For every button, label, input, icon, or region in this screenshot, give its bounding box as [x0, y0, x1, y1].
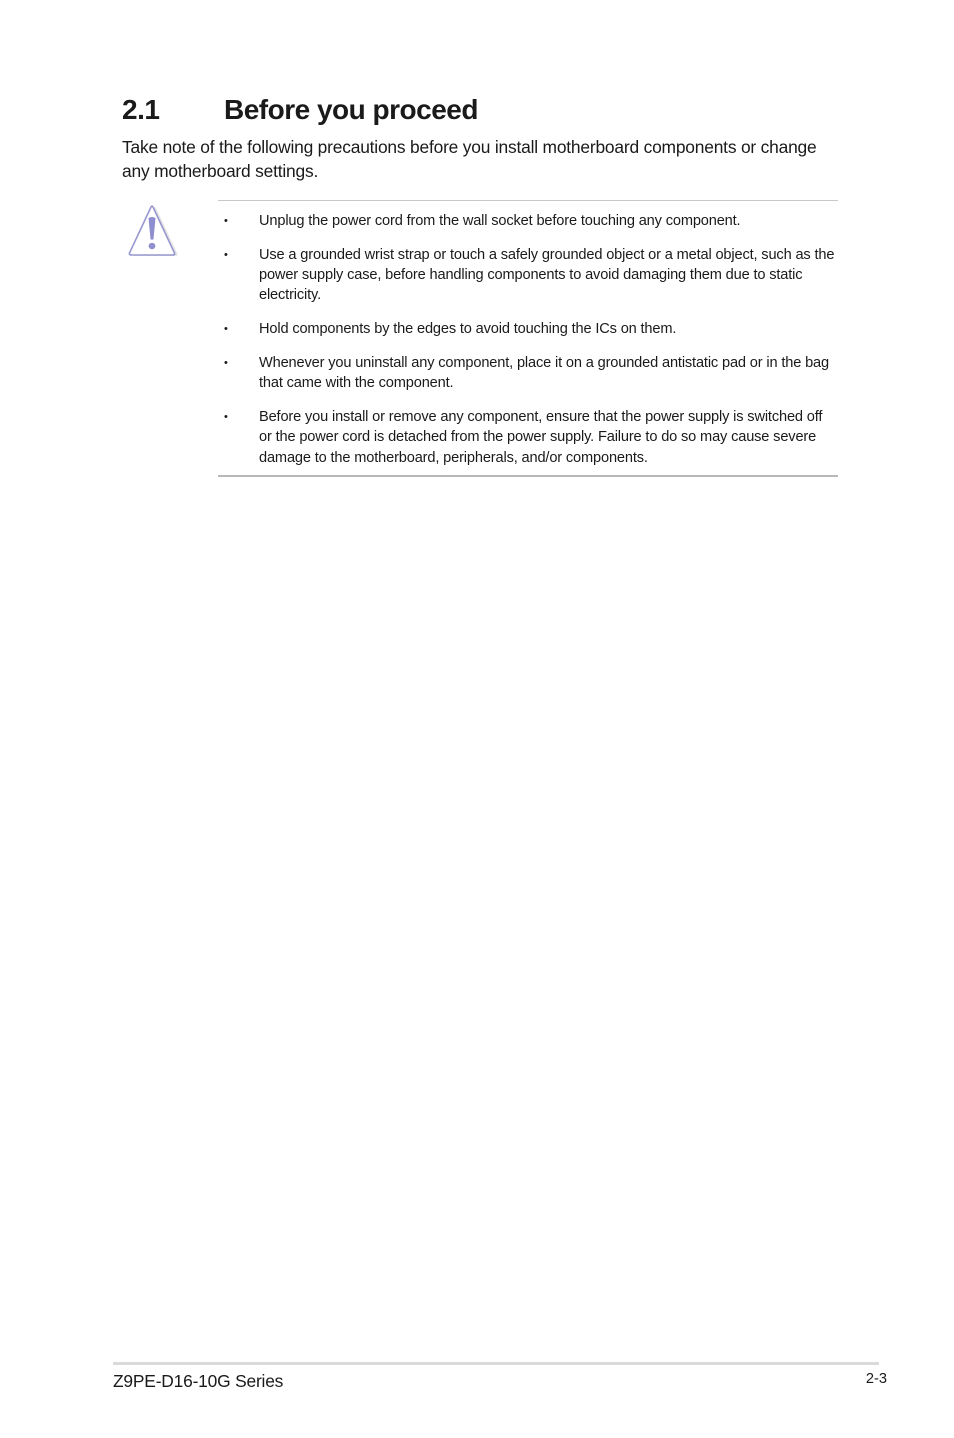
footer-page-number: 2-3: [865, 1371, 887, 1387]
caution-text: Unplug the power cord from the wall socket before touching any component.: [259, 213, 741, 229]
bullet: •: [224, 356, 228, 369]
caution-text: Before you install or remove any component, ensure that the power supply is switched off or the power cord is detached from the power supply. Failure to do so may cause severe damage to the motherboard, peripherals, and/or components.: [259, 409, 823, 466]
footer-product-name: Z9PE-D16-10G Series: [113, 1371, 284, 1391]
bullet: •: [224, 248, 228, 261]
bullet: •: [224, 215, 228, 227]
caution-item: [218, 407, 838, 468]
warning-icon: [124, 204, 180, 256]
caution-item: [218, 245, 838, 306]
section-title: Before you proceed: [224, 94, 478, 125]
caution-text: Hold components by the edges to avoid touching the ICs on them.: [259, 321, 677, 338]
caution-text: Use a grounded wrist strap or touch a safely grounded object or a metal object, such as the power supply case, before handling components to avoid damaging them due to static electricity.: [259, 246, 835, 304]
caution-text: Whenever you uninstall any component, place it on a grounded antistatic pad or in the bag that came with the component.: [259, 354, 829, 392]
footer-divider: [113, 1362, 879, 1365]
caution-item: [218, 211, 838, 231]
bullet: •: [224, 411, 228, 424]
caution-item: [218, 353, 838, 394]
caution-item: [218, 319, 838, 339]
bullet: •: [224, 323, 228, 336]
section-number: 2.1: [122, 94, 160, 125]
caution-list: [218, 211, 838, 481]
caution-notice: [218, 200, 838, 477]
intro-paragraph: Take note of the following precautions before you install motherboard components or change any motherboard settings.: [122, 137, 817, 181]
section-heading: [122, 92, 478, 128]
